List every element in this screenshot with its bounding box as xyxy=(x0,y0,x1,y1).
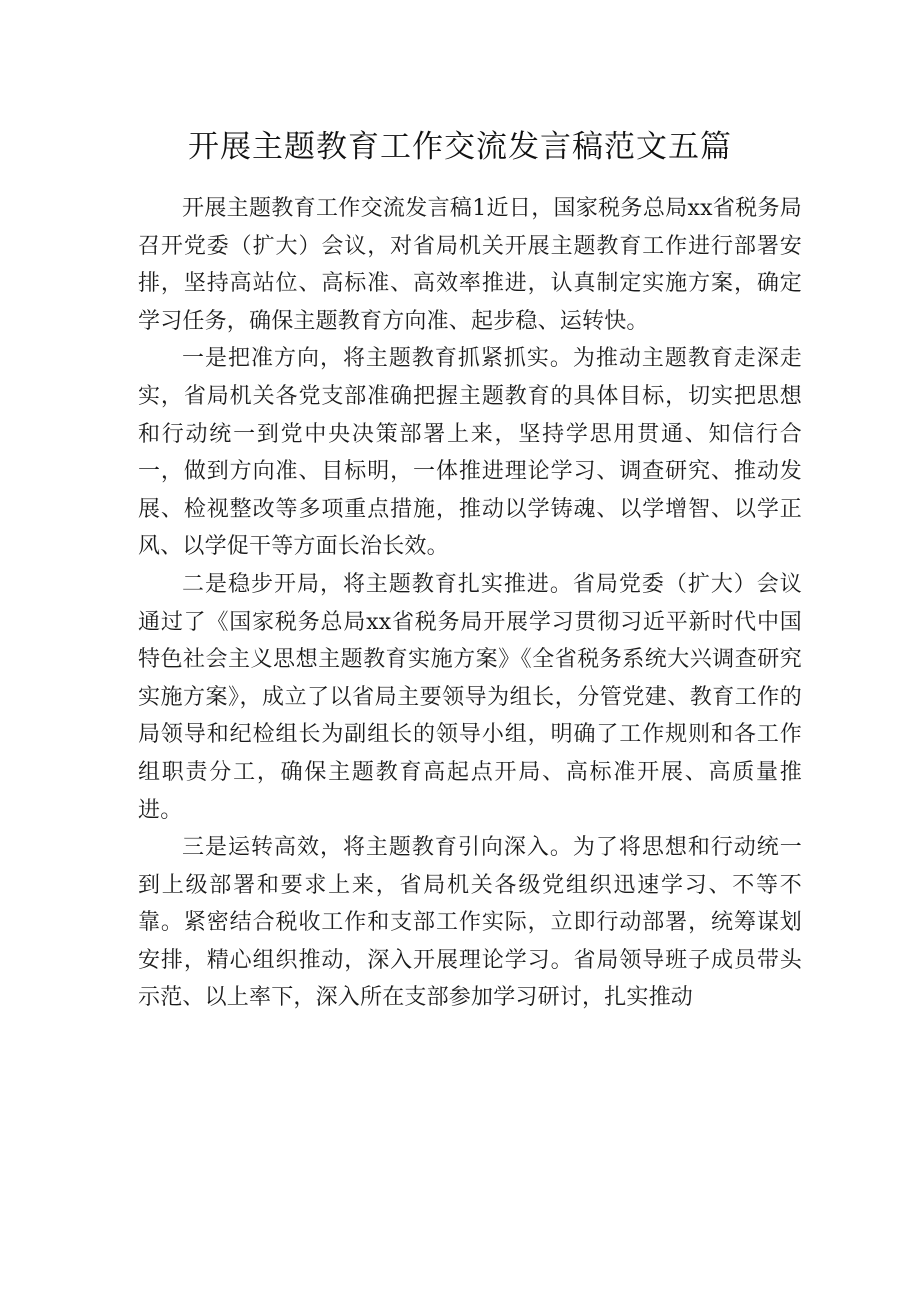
paragraph-point-one: 一是把准方向，将主题教育抓紧抓实。为推动主题教育走深走实，省局机关各党支部准确把握主题教育的具体目标，切实把思想和行动统一到党中央决策部署上来，坚持学思用贯通、知信行合一，做到方向准、目标明，一体推进理论学习、调查研究、推动发展、检视整改等多项重点措施，推动以学铸魂、以学增智、以学正风、以学促干等方面长治长效。 xyxy=(138,346,802,560)
paragraph-point-two: 二是稳步开局，将主题教育扎实推进。省局党委（扩大）会议通过了《国家税务总局xx省税务局开展学习贯彻习近平新时代中国特色社会主义思想主题教育实施方案》《全省税务系统大兴调查研究实施方案》，成立了以省局主要领导为组长，分管党建、教育工作的局领导和纪检组长为副组长的领导小组，明确了工作规则和各工作组职责分工，确保主题教育高起点开局、高标准开展、高质量推进。 xyxy=(138,571,802,823)
document-title: 开展主题教育工作交流发言稿范文五篇 xyxy=(188,129,732,165)
paragraph-point-three: 三是运转高效，将主题教育引向深入。为了将思想和行动统一到上级部署和要求上来，省局机关各级党组织迅速学习、不等不靠。紧密结合税收工作和支部工作实际，立即行动部署，统筹谋划安排，精心组织推动，深入开展理论学习。省局领导班子成员带头示范、以上率下，深入所在支部参加学习研讨，扎实推动 xyxy=(138,835,802,1011)
document-body xyxy=(138,190,802,1017)
paragraph-intro: 开展主题教育工作交流发言稿1近日，国家税务总局xx省税务局召开党委（扩大）会议，对省局机关开展主题教育工作进行部署安排，坚持高站位、高标准、高效率推进，认真制定实施方案，确定学习任务，确保主题教育方向准、起步稳、运转快。 xyxy=(138,196,802,334)
